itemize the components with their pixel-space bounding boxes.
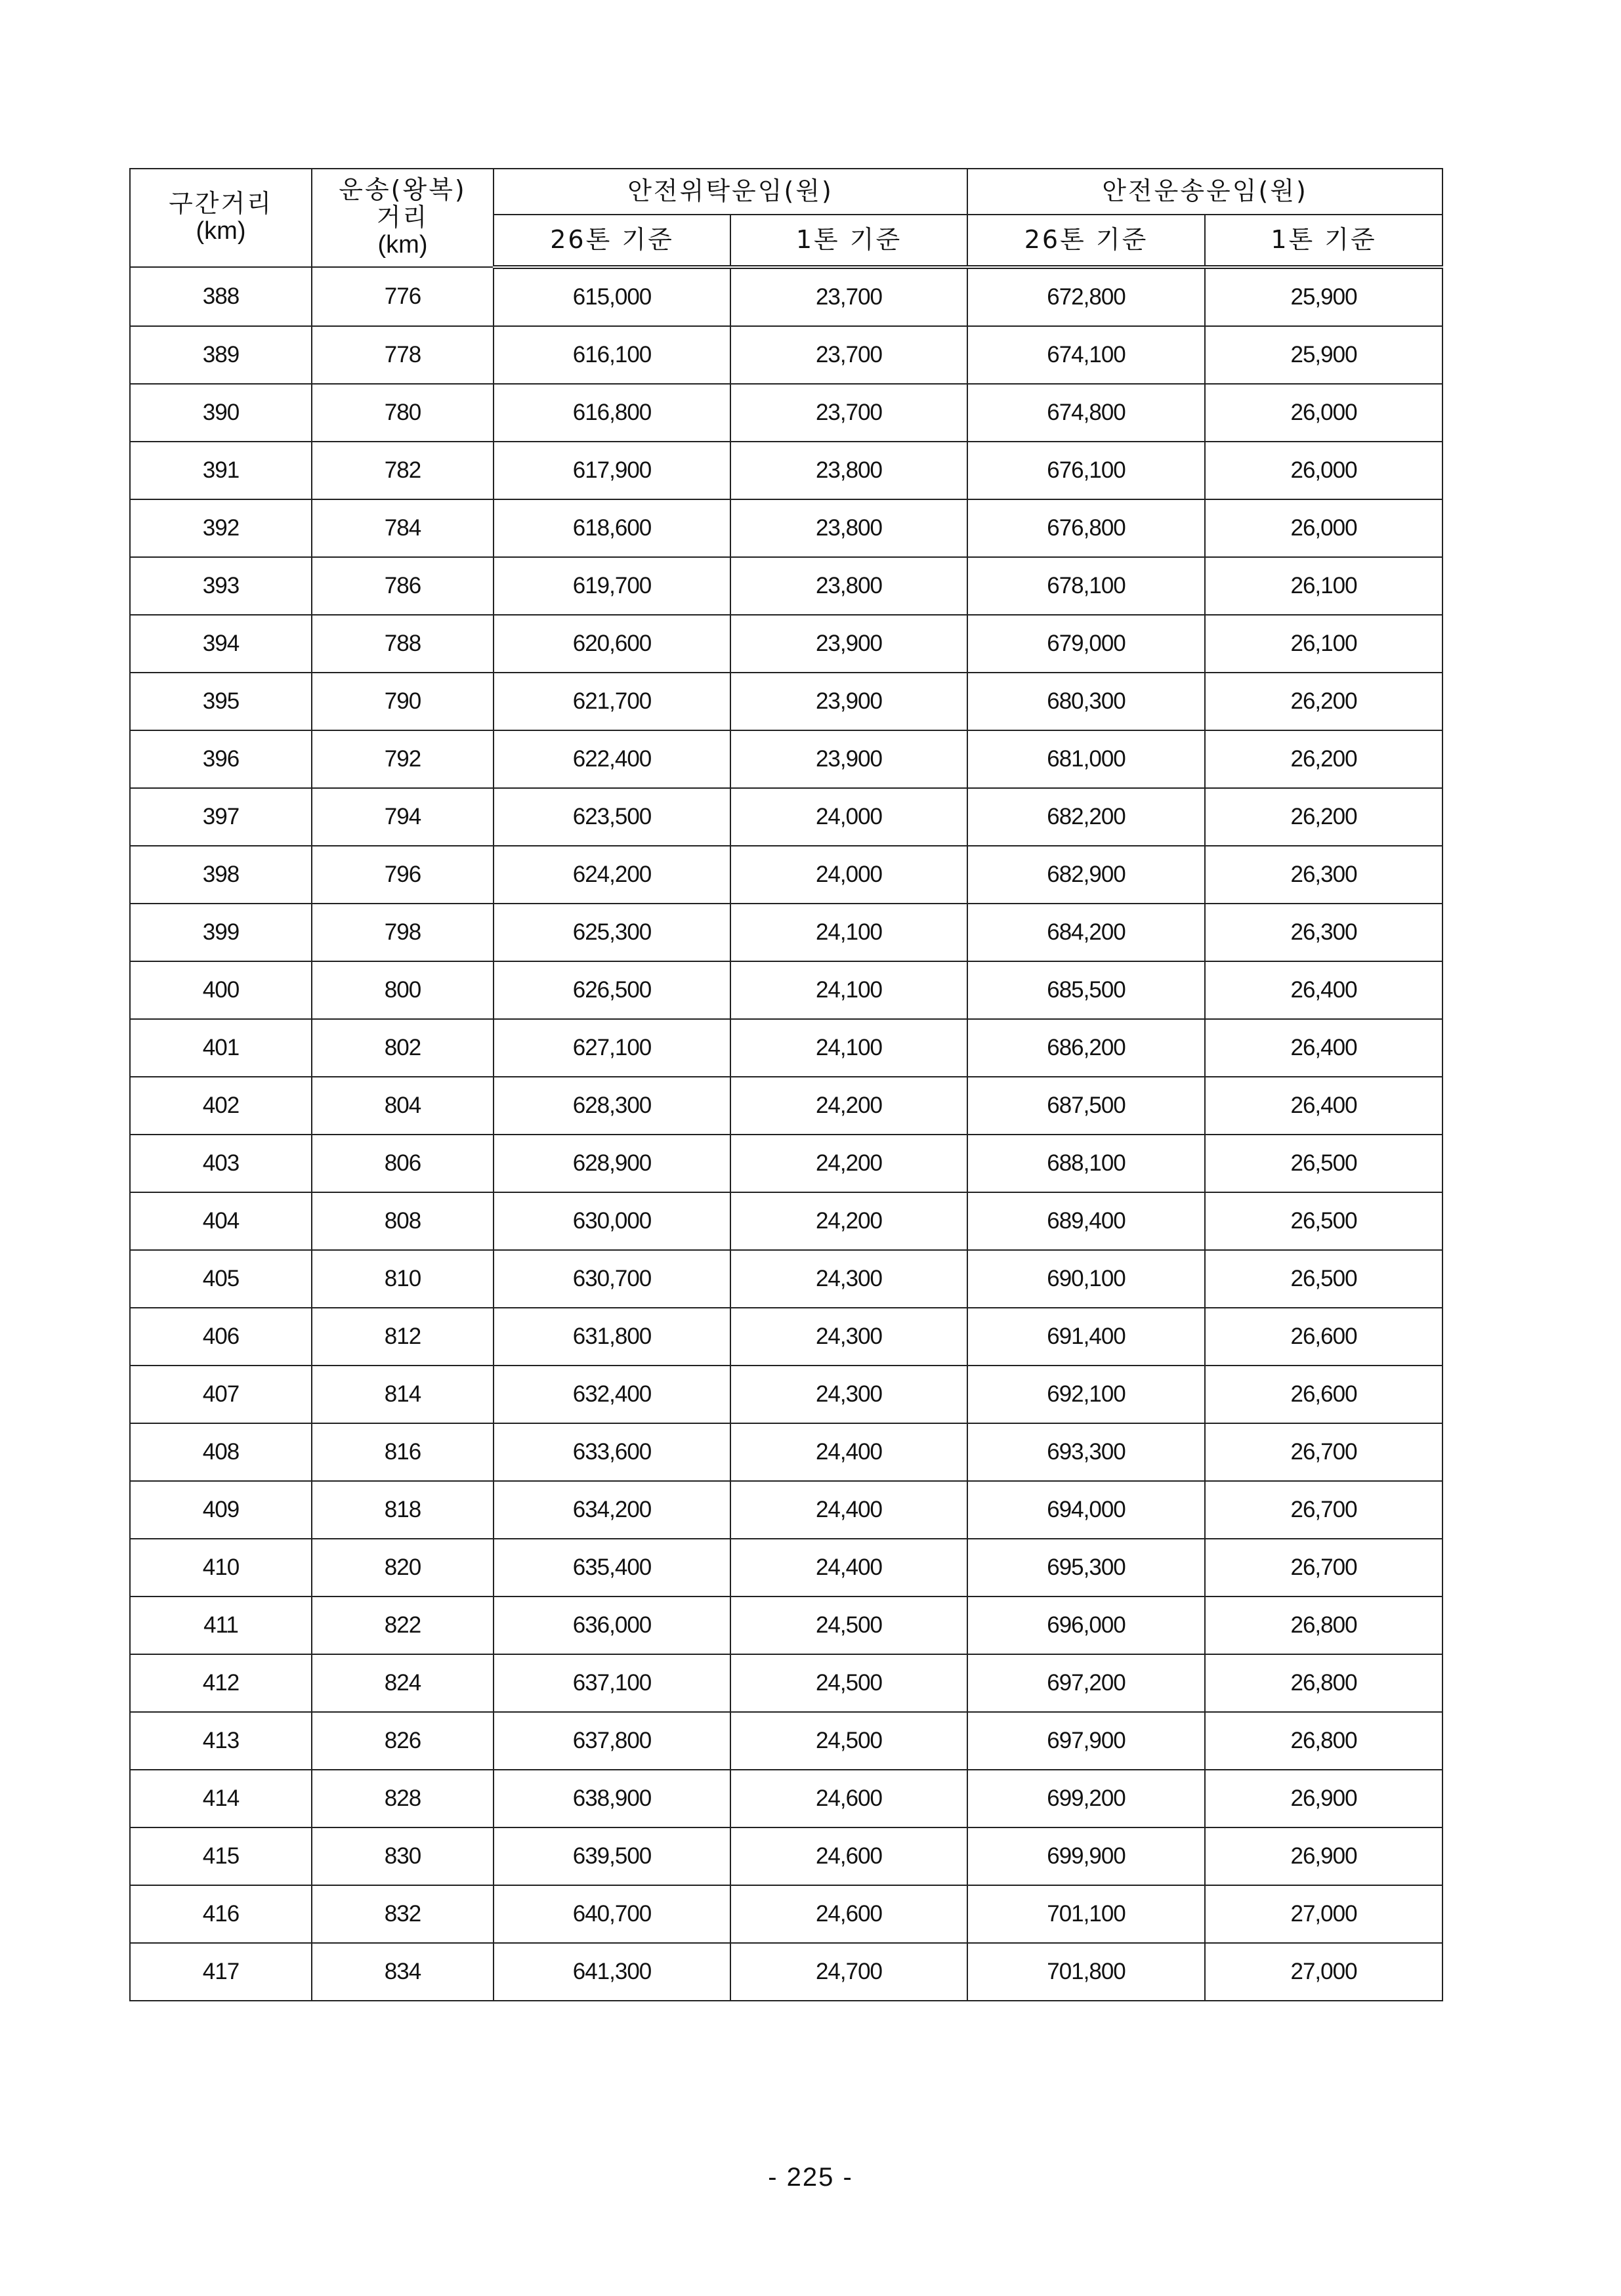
transport-26t-cell: 674,100 — [967, 326, 1205, 384]
table-row — [130, 1654, 1442, 1712]
round-trip-cell: 818 — [312, 1481, 494, 1539]
round-trip-cell: 812 — [312, 1308, 494, 1366]
round-trip-cell: 824 — [312, 1654, 494, 1712]
table-row — [130, 1135, 1442, 1192]
header-round-trip-label: 운송(왕복) — [339, 175, 467, 205]
consign-26t-cell: 623,500 — [494, 788, 730, 846]
round-trip-cell: 822 — [312, 1597, 494, 1654]
consign-26t-cell: 620,600 — [494, 615, 730, 673]
transport-1t-cell: 26,400 — [1205, 1019, 1442, 1077]
transport-26t-cell: 684,200 — [967, 904, 1205, 961]
round-trip-cell: 806 — [312, 1135, 494, 1192]
consign-1t-cell: 23,700 — [730, 267, 967, 326]
round-trip-cell: 786 — [312, 557, 494, 615]
transport-1t-cell: 26,600 — [1205, 1366, 1442, 1423]
consign-1t-cell: 24,400 — [730, 1423, 967, 1481]
consign-26t-cell: 627,100 — [494, 1019, 730, 1077]
consign-1t-cell: 23,800 — [730, 442, 967, 499]
round-trip-cell: 804 — [312, 1077, 494, 1135]
distance-cell: 390 — [130, 384, 312, 442]
page-number: - 225 - — [768, 2163, 853, 2192]
consign-26t-cell: 635,400 — [494, 1539, 730, 1597]
distance-cell: 410 — [130, 1539, 312, 1597]
consign-1t-cell: 24,600 — [730, 1885, 967, 1943]
transport-1t-cell: 25,900 — [1205, 267, 1442, 326]
table-row — [130, 846, 1442, 904]
round-trip-cell: 826 — [312, 1712, 494, 1770]
transport-26t-cell: 682,900 — [967, 846, 1205, 904]
consign-1t-cell: 24,200 — [730, 1192, 967, 1250]
transport-26t-cell: 674,800 — [967, 384, 1205, 442]
transport-26t-cell: 678,100 — [967, 557, 1205, 615]
transport-1t-cell: 26,700 — [1205, 1481, 1442, 1539]
transport-1t-cell: 26,900 — [1205, 1770, 1442, 1827]
round-trip-cell: 800 — [312, 961, 494, 1019]
consign-26t-cell: 628,900 — [494, 1135, 730, 1192]
consign-26t-cell: 640,700 — [494, 1885, 730, 1943]
transport-1t-cell: 26,200 — [1205, 788, 1442, 846]
round-trip-cell: 802 — [312, 1019, 494, 1077]
consign-1t-cell: 23,900 — [730, 673, 967, 730]
consign-26t-cell: 628,300 — [494, 1077, 730, 1135]
transport-1t-cell: 26,200 — [1205, 730, 1442, 788]
transport-1t-cell: 26,400 — [1205, 961, 1442, 1019]
transport-26t-cell: 672,800 — [967, 267, 1205, 326]
table-row — [130, 788, 1442, 846]
transport-1t-cell: 26,200 — [1205, 673, 1442, 730]
transport-26t-cell: 693,300 — [967, 1423, 1205, 1481]
distance-cell: 402 — [130, 1077, 312, 1135]
rate-table — [129, 168, 1443, 2001]
consign-26t-cell: 637,800 — [494, 1712, 730, 1770]
consign-26t-cell: 630,700 — [494, 1250, 730, 1308]
consign-1t-cell: 23,800 — [730, 499, 967, 557]
distance-cell: 407 — [130, 1366, 312, 1423]
transport-1t-cell: 26,800 — [1205, 1654, 1442, 1712]
table-row — [130, 384, 1442, 442]
transport-26t-cell: 676,800 — [967, 499, 1205, 557]
table-row — [130, 1250, 1442, 1308]
consign-26t-cell: 630,000 — [494, 1192, 730, 1250]
table-row — [130, 615, 1442, 673]
transport-26t-cell: 701,800 — [967, 1943, 1205, 2001]
table-header — [130, 169, 1442, 267]
table-row — [130, 1192, 1442, 1250]
distance-cell: 403 — [130, 1135, 312, 1192]
consign-26t-cell: 621,700 — [494, 673, 730, 730]
consign-1t-cell: 24,100 — [730, 1019, 967, 1077]
table-row — [130, 904, 1442, 961]
round-trip-cell: 798 — [312, 904, 494, 961]
table-row — [130, 1308, 1442, 1366]
table-row — [130, 1077, 1442, 1135]
distance-cell: 392 — [130, 499, 312, 557]
table-row — [130, 673, 1442, 730]
transport-1t-cell: 26,800 — [1205, 1712, 1442, 1770]
header-transport-group: 안전운송운임(원) — [967, 169, 1442, 215]
round-trip-cell: 788 — [312, 615, 494, 673]
transport-1t-cell: 25,900 — [1205, 326, 1442, 384]
header-distance-unit: (km) — [196, 217, 246, 245]
consign-26t-cell: 618,600 — [494, 499, 730, 557]
transport-1t-cell: 26,500 — [1205, 1250, 1442, 1308]
transport-26t-cell: 697,200 — [967, 1654, 1205, 1712]
header-transport-1t: 1톤 기준 — [1205, 215, 1442, 267]
transport-26t-cell: 697,900 — [967, 1712, 1205, 1770]
consign-26t-cell: 636,000 — [494, 1597, 730, 1654]
transport-26t-cell: 699,900 — [967, 1827, 1205, 1885]
consign-1t-cell: 23,800 — [730, 557, 967, 615]
round-trip-cell: 834 — [312, 1943, 494, 2001]
table-row — [130, 1366, 1442, 1423]
transport-26t-cell: 690,100 — [967, 1250, 1205, 1308]
table-row — [130, 1712, 1442, 1770]
header-distance-label: 구간거리 — [169, 189, 273, 219]
distance-cell: 398 — [130, 846, 312, 904]
transport-1t-cell: 26,800 — [1205, 1597, 1442, 1654]
consign-26t-cell: 619,700 — [494, 557, 730, 615]
distance-cell: 415 — [130, 1827, 312, 1885]
consign-26t-cell: 633,600 — [494, 1423, 730, 1481]
transport-1t-cell: 26,000 — [1205, 499, 1442, 557]
round-trip-cell: 816 — [312, 1423, 494, 1481]
consign-26t-cell: 639,500 — [494, 1827, 730, 1885]
table-row — [130, 1539, 1442, 1597]
round-trip-cell: 784 — [312, 499, 494, 557]
round-trip-cell: 828 — [312, 1770, 494, 1827]
transport-26t-cell: 682,200 — [967, 788, 1205, 846]
round-trip-cell: 832 — [312, 1885, 494, 1943]
distance-cell: 406 — [130, 1308, 312, 1366]
transport-1t-cell: 26,000 — [1205, 384, 1442, 442]
consign-26t-cell: 617,900 — [494, 442, 730, 499]
header-round-trip-sub: 거리 — [376, 203, 429, 232]
header-consign-26t: 26톤 기준 — [494, 215, 730, 267]
consign-1t-cell: 24,600 — [730, 1770, 967, 1827]
transport-26t-cell: 692,100 — [967, 1366, 1205, 1423]
header-consign-1t: 1톤 기준 — [730, 215, 967, 267]
table-row — [130, 1827, 1442, 1885]
consign-1t-cell: 24,400 — [730, 1481, 967, 1539]
transport-1t-cell: 26,700 — [1205, 1423, 1442, 1481]
consign-1t-cell: 23,700 — [730, 384, 967, 442]
consign-1t-cell: 24,300 — [730, 1250, 967, 1308]
transport-26t-cell: 699,200 — [967, 1770, 1205, 1827]
consign-26t-cell: 616,800 — [494, 384, 730, 442]
table-row — [130, 442, 1442, 499]
consign-26t-cell: 625,300 — [494, 904, 730, 961]
transport-26t-cell: 685,500 — [967, 961, 1205, 1019]
round-trip-cell: 792 — [312, 730, 494, 788]
table-row — [130, 499, 1442, 557]
transport-26t-cell: 676,100 — [967, 442, 1205, 499]
consign-1t-cell: 24,700 — [730, 1943, 967, 2001]
transport-1t-cell: 26,300 — [1205, 904, 1442, 961]
transport-1t-cell: 26,600 — [1205, 1308, 1442, 1366]
transport-1t-cell: 26,100 — [1205, 557, 1442, 615]
header-round-trip-unit: (km) — [377, 230, 428, 259]
consign-1t-cell: 23,900 — [730, 615, 967, 673]
transport-1t-cell: 26,100 — [1205, 615, 1442, 673]
distance-cell: 405 — [130, 1250, 312, 1308]
distance-cell: 393 — [130, 557, 312, 615]
table-body — [130, 267, 1442, 2001]
transport-26t-cell: 696,000 — [967, 1597, 1205, 1654]
transport-26t-cell: 681,000 — [967, 730, 1205, 788]
transport-1t-cell: 26,700 — [1205, 1539, 1442, 1597]
transport-1t-cell: 26,400 — [1205, 1077, 1442, 1135]
consign-1t-cell: 24,500 — [730, 1712, 967, 1770]
transport-26t-cell: 688,100 — [967, 1135, 1205, 1192]
consign-1t-cell: 24,200 — [730, 1077, 967, 1135]
consign-1t-cell: 24,500 — [730, 1597, 967, 1654]
table-row — [130, 1597, 1442, 1654]
distance-cell: 408 — [130, 1423, 312, 1481]
table-row — [130, 326, 1442, 384]
distance-cell: 388 — [130, 267, 312, 326]
distance-cell: 414 — [130, 1770, 312, 1827]
consign-1t-cell: 24,000 — [730, 788, 967, 846]
consign-1t-cell: 23,900 — [730, 730, 967, 788]
table-row — [130, 1885, 1442, 1943]
consign-26t-cell: 638,900 — [494, 1770, 730, 1827]
distance-cell: 394 — [130, 615, 312, 673]
consign-1t-cell: 24,500 — [730, 1654, 967, 1712]
distance-cell: 397 — [130, 788, 312, 846]
round-trip-cell: 778 — [312, 326, 494, 384]
table-row — [130, 1770, 1442, 1827]
consign-26t-cell: 634,200 — [494, 1481, 730, 1539]
consign-26t-cell: 622,400 — [494, 730, 730, 788]
round-trip-cell: 790 — [312, 673, 494, 730]
distance-cell: 389 — [130, 326, 312, 384]
transport-26t-cell: 687,500 — [967, 1077, 1205, 1135]
distance-cell: 409 — [130, 1481, 312, 1539]
round-trip-cell: 808 — [312, 1192, 494, 1250]
table-row — [130, 267, 1442, 326]
distance-cell: 412 — [130, 1654, 312, 1712]
round-trip-cell: 820 — [312, 1539, 494, 1597]
consign-1t-cell: 24,300 — [730, 1308, 967, 1366]
distance-cell: 391 — [130, 442, 312, 499]
distance-cell: 417 — [130, 1943, 312, 2001]
table-row — [130, 1423, 1442, 1481]
transport-26t-cell: 694,000 — [967, 1481, 1205, 1539]
consign-26t-cell: 632,400 — [494, 1366, 730, 1423]
table-row — [130, 730, 1442, 788]
header-round-trip — [312, 169, 494, 267]
distance-cell: 400 — [130, 961, 312, 1019]
consign-26t-cell: 626,500 — [494, 961, 730, 1019]
transport-26t-cell: 679,000 — [967, 615, 1205, 673]
transport-1t-cell: 27,000 — [1205, 1943, 1442, 2001]
table-row — [130, 1019, 1442, 1077]
consign-26t-cell: 615,000 — [494, 267, 730, 326]
distance-cell: 395 — [130, 673, 312, 730]
distance-cell: 396 — [130, 730, 312, 788]
round-trip-cell: 780 — [312, 384, 494, 442]
consign-1t-cell: 24,400 — [730, 1539, 967, 1597]
transport-1t-cell: 27,000 — [1205, 1885, 1442, 1943]
distance-cell: 416 — [130, 1885, 312, 1943]
transport-1t-cell: 26,500 — [1205, 1135, 1442, 1192]
consign-1t-cell: 24,300 — [730, 1366, 967, 1423]
round-trip-cell: 796 — [312, 846, 494, 904]
consign-1t-cell: 24,100 — [730, 904, 967, 961]
table-row — [130, 557, 1442, 615]
distance-cell: 401 — [130, 1019, 312, 1077]
consign-1t-cell: 24,000 — [730, 846, 967, 904]
table-row — [130, 1481, 1442, 1539]
transport-1t-cell: 26,300 — [1205, 846, 1442, 904]
round-trip-cell: 794 — [312, 788, 494, 846]
transport-26t-cell: 691,400 — [967, 1308, 1205, 1366]
distance-cell: 411 — [130, 1597, 312, 1654]
table-row — [130, 1943, 1442, 2001]
consign-26t-cell: 624,200 — [494, 846, 730, 904]
consign-1t-cell: 23,700 — [730, 326, 967, 384]
consign-1t-cell: 24,200 — [730, 1135, 967, 1192]
header-transport-26t: 26톤 기준 — [967, 215, 1205, 267]
transport-26t-cell: 689,400 — [967, 1192, 1205, 1250]
round-trip-cell: 782 — [312, 442, 494, 499]
table-row — [130, 961, 1442, 1019]
distance-cell: 404 — [130, 1192, 312, 1250]
consign-26t-cell: 641,300 — [494, 1943, 730, 2001]
round-trip-cell: 810 — [312, 1250, 494, 1308]
round-trip-cell: 830 — [312, 1827, 494, 1885]
header-consign-group: 안전위탁운임(원) — [494, 169, 967, 215]
distance-cell: 399 — [130, 904, 312, 961]
consign-26t-cell: 637,100 — [494, 1654, 730, 1712]
transport-26t-cell: 686,200 — [967, 1019, 1205, 1077]
distance-cell: 413 — [130, 1712, 312, 1770]
transport-1t-cell: 26,900 — [1205, 1827, 1442, 1885]
transport-1t-cell: 26,500 — [1205, 1192, 1442, 1250]
header-distance — [130, 169, 312, 267]
transport-1t-cell: 26,000 — [1205, 442, 1442, 499]
round-trip-cell: 814 — [312, 1366, 494, 1423]
consign-1t-cell: 24,100 — [730, 961, 967, 1019]
round-trip-cell: 776 — [312, 267, 494, 326]
consign-26t-cell: 616,100 — [494, 326, 730, 384]
consign-26t-cell: 631,800 — [494, 1308, 730, 1366]
transport-26t-cell: 701,100 — [967, 1885, 1205, 1943]
transport-26t-cell: 680,300 — [967, 673, 1205, 730]
consign-1t-cell: 24,600 — [730, 1827, 967, 1885]
transport-26t-cell: 695,300 — [967, 1539, 1205, 1597]
